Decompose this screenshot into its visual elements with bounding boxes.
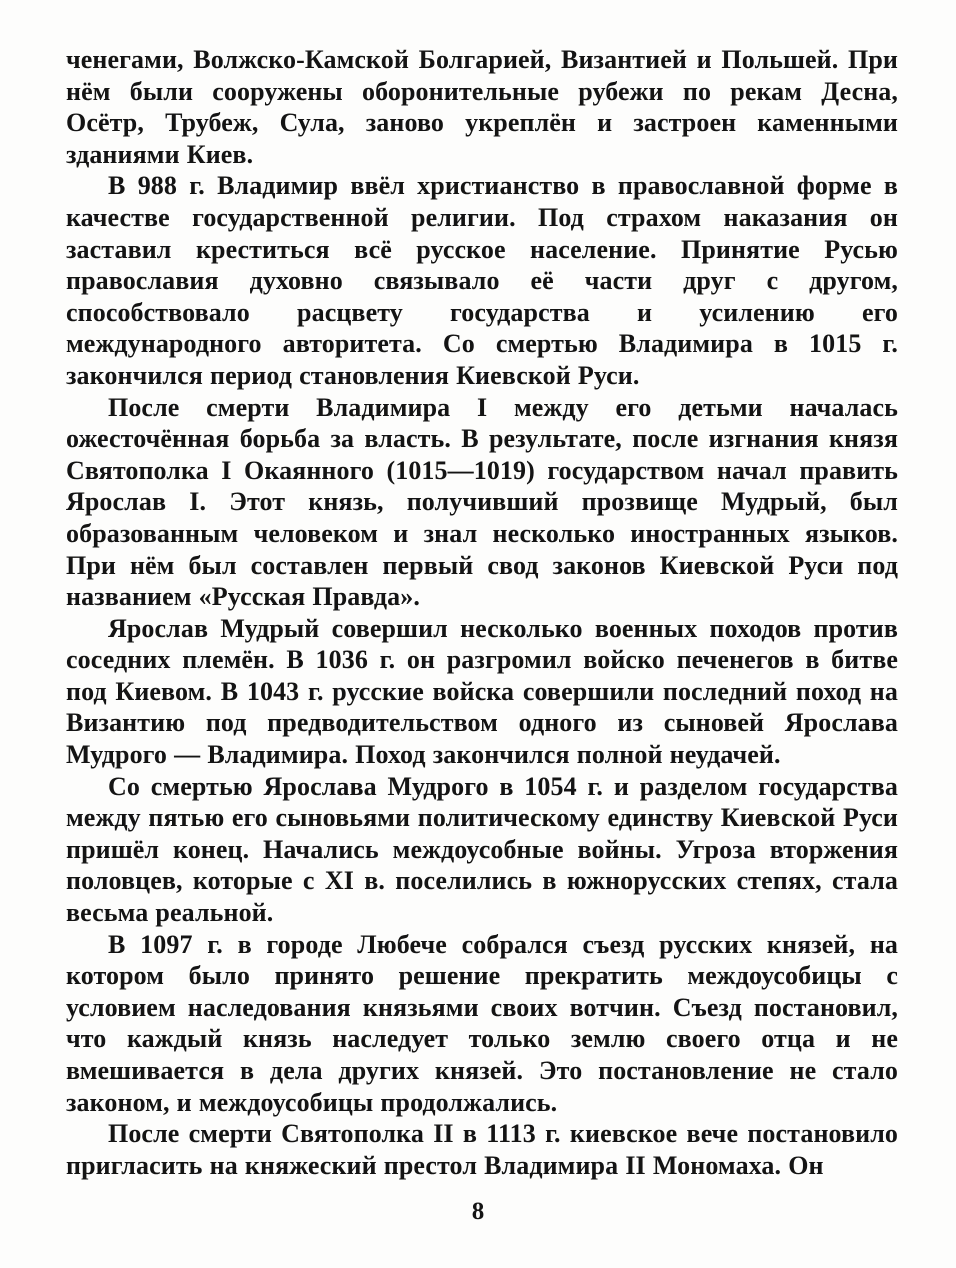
paragraph-5: Со смертью Ярослава Мудрого в 1054 г. и разделом государства между пятью его сыновьями политическому единству Киевской Руси пришёл конец. Начались междоусобные войны. Угроза вторжения половцев, которые с XI в. поселились в южнорусских степях, стала весьма реальной. [66, 771, 898, 928]
paragraph-4: Ярослав Мудрый совершил несколько военных походов против соседних племён. В 1036 г. он разгромил войско печенегов в битве под Киевом. В 1043 г. русские войска совершили последний поход на Византию под предводительством одного из сыновей Ярослава Мудрого — Владимира. Поход закончился полной неудачей. [66, 613, 898, 770]
paragraph-3: После смерти Владимира I между его детьми началась ожесточённая борьба за власть. В результате, после изгнания князя Святополка I Окаянного (1015—1019) государством начал править Ярослав I. Этот князь, получивший прозвище Мудрый, был образованным человеком и знал несколько иностранных языков. При нём был составлен первый свод законов Киевской Руси под названием «Русская Правда». [66, 392, 898, 612]
paragraph-2: В 988 г. Владимир ввёл христианство в православной форме в качестве государственной религии. Под страхом наказания он заставил креститься всё русское население. Принятие Русью православия духовно связывало её части друг с другом, способствовало расцвету государства и усилению его международного авторитета. Со смертью Владимира в 1015 г. закончился период становления Киевской Руси. [66, 171, 898, 390]
paragraph-1: ченегами, Волжско-Камской Болгарией, Византией и Польшей. При нём были сооружены оборонительные рубежи по рекам Десна, Осётр, Трубеж, Сула, заново укреплён и застроен каменными зданиями Киев. [66, 45, 898, 169]
paragraph-7: После смерти Святополка II в 1113 г. киевское вече постановило пригласить на княжеский престол Владимира II Мономаха. Он [66, 1119, 898, 1180]
paragraph-6: В 1097 г. в городе Любече собрался съезд русских князей, на котором было принято решение прекратить междоусобицы с условием наследования князьями своих вотчин. Съезд постановил, что каждый князь наследует только землю своего отца и не вмешивается в дела других князей. Это постановление не стало законом, и междоусобицы продолжались. [66, 929, 898, 1117]
text-block [66, 44, 898, 1181]
page-number: 8 [471, 1198, 485, 1225]
